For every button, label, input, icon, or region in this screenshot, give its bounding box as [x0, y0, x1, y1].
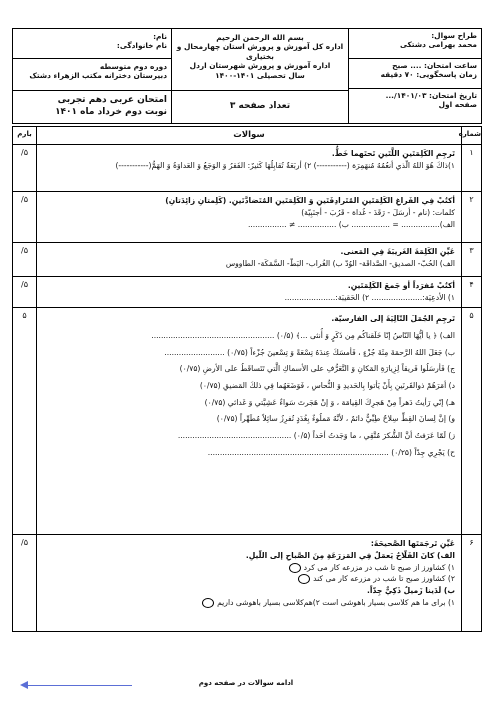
exam-time: ساعت امتحان: .... صبح — [392, 61, 477, 70]
question-score: /۵ — [13, 243, 37, 276]
question-line: كلمات: (نام - أرسَلَ - رَقَدَ - غُداة - قَرُبَ - أجنَبِيّة) — [301, 207, 455, 217]
exam-date: تاریخ امتحان: ۱۴۰۱/۰۳/... — [385, 91, 477, 100]
option-a1[interactable] — [43, 562, 455, 574]
header-right-column — [13, 29, 171, 123]
question-number: ۲ — [461, 192, 481, 242]
table-header-row — [13, 127, 481, 145]
designer-name: محمد بهرامی دشتکی — [400, 40, 477, 50]
provincial-office: اداره کل آموزش و پرورش استان چهارمحال و بختیاری — [176, 42, 344, 61]
arrow-left-icon — [22, 685, 132, 686]
question-line: الف)................ = ................ ب) ................ ≠ ................ — [247, 219, 455, 229]
question-row — [13, 277, 481, 308]
translation-line: الف) ﴿ يا أيُّهَا النّاسُ إنّا خَلَقناكُم مِن ذَكَرٍ وَ أُنثى ...﴾ (۰/۵) ................................................... — [151, 330, 455, 340]
column-header-number: شماره — [461, 127, 481, 144]
city-office: اداره آموزش و پرورش شهرستان اردل — [189, 61, 331, 71]
question-row — [13, 145, 481, 192]
question-title: أكتُبْ مُفرَداً أو جَمعَ الكَلِمَتَينِ. — [347, 281, 455, 291]
column-header-questions: سوالات — [233, 130, 265, 140]
question-body — [37, 192, 461, 242]
question-title: تَرجِمِ الجُمَلَ التّالِيَةَ إلى الفارسيّة. — [331, 314, 455, 324]
translation-line: ح) يَجْرِي جِدّاً (۰/۲۵) ........................................................................... — [207, 447, 455, 457]
name-label: نام: — [153, 32, 167, 41]
translation-line: هـ) إنّي رَأيتُ دَهراً مِنْ هَجرِكَ القِيامَة ، وَ إنْ هَجَرتَ سَواءٌ عَشِيَّتي وَ غَدائي (۰/۷۵) — [204, 397, 455, 407]
answer-bubble-icon[interactable] — [289, 563, 301, 573]
sentence-b: ب) لَدَينا زَميلٌ ذَكِيٌّ جِدّاً. — [366, 586, 455, 596]
column-header-score: بارم — [13, 127, 37, 144]
school-name: دبیرستان دخترانه مکتب الزهراء دشتک — [29, 71, 167, 81]
exam-header — [12, 28, 482, 124]
grade-label: دوره دوم متوسطه — [99, 62, 167, 71]
option-text: ۱) کشاورز از صبح تا شب در مزرعه کار می کرد — [303, 562, 455, 572]
option-text: ۱) برای ما هم کلاسی بسیار باهوشی است ۲)هم‌کلاسی بسیار باهوشی داریم — [217, 598, 455, 607]
question-score: /۵ — [13, 535, 37, 631]
organization-cell — [172, 29, 348, 91]
question-body — [37, 145, 461, 191]
school-year: سال تحصیلی ۱۴۰۱-۱۴۰۰ — [215, 70, 305, 80]
question-number: ۵ — [461, 308, 481, 534]
option-a2[interactable] — [43, 573, 455, 585]
question-body — [37, 308, 461, 534]
question-row — [13, 308, 481, 535]
question-score: ۵ — [13, 308, 37, 534]
translation-line: ب) جَعَلَ اللهُ الرَّحمَةَ مِئَةَ جُزْءٍ ، فَأمسَكَ عِندَهُ تِسْعَةً وَ تِسْعينَ جُزْءاً (۰/۷۵) ......................... — [164, 347, 455, 357]
page-number: صفحه اول — [438, 100, 477, 110]
school-cell — [13, 59, 171, 91]
question-title: تَرجِمِ الكَلِمَتَينِ اللَّتَينِ تَحتَهما خَطٌّ. — [331, 149, 455, 159]
question-number: ۶ — [461, 535, 481, 631]
question-row — [13, 243, 481, 277]
question-title: عَيِّنِ الكَلِمَةَ الغَريبَةَ فِي المَعنى. — [340, 247, 455, 257]
translation-line: ز) لَمّا عَرَفتُ أنَّ الشُّكرَ مُتَّقِي ، ما وَجَدتُ أحَداً (۰/۵) ............................................... — [177, 431, 455, 441]
family-label: نام خانوادگی: — [116, 41, 167, 51]
pages-count: تعداد صفحه ۳ — [229, 100, 291, 111]
answer-time: زمان پاسخگویی: ۷۰ دقیقه — [380, 70, 477, 80]
question-title: أكتُبْ فِي الفَراغِ الكَلِمَتَينِ المُتَرادِفَتَينِ وَ الكَلِمَتَينِ المُتَضادَّتَينِ. (كَلِمتانِ زائِدَتانِ) — [165, 196, 455, 206]
question-line: الف) الحُبّ- الصديق- الصَّداقَة- الوُدّ ب) الغُراب- البَطّ- السَّمَكَة- الطاووس — [225, 258, 455, 268]
question-row — [13, 535, 481, 631]
translation-line: و) إنَّ لِسانَ القِطِّ سِلاحٌ طِبِّيٌّ دائمٌ ، لأنَّهُ مَملُوءٌ بِغُدَدٍ تُفرِزُ سائِلاً مُطَهِّراً (۰/۷۵) — [216, 414, 455, 424]
question-body — [37, 535, 461, 631]
option-text: ۲) کشاورز صبح تا شب در مزرعه کار می کند — [313, 574, 455, 584]
translation-line: ج) فَأرسَلُوا فَريقاً لِزِيارَةِ المَكانِ وَ التَّعَرُّفِ على الأسماكِ الَّتي تَتَساقَطُ على الأرضِ (۰/۷۵) — [179, 364, 455, 374]
pages-count-cell — [172, 91, 348, 122]
question-body — [37, 243, 461, 276]
exam-title: امتحان عربی دهم تجربی — [57, 94, 167, 105]
question-body — [37, 277, 461, 307]
exam-session: نوبت دوم خرداد ماه ۱۴۰۱ — [55, 106, 167, 117]
continuation-note: ادامه سوالات در صفحه دوم — [198, 679, 294, 687]
sentence-a: الف) كانَ الفَلّاحُ يَعمَلُ فِي المَزرَعَةِ مِنَ الصَّباحِ إلى اللَّيلِ. — [245, 550, 455, 560]
question-line: ۱)ذاكَ هُوَ اللهُ الَّذي أنعُمُهُ مُنهَمِرَة (-----------) ۲) أربَعَةٌ تُقابِلُهَا كَثيرٌ: الفَقرُ وَ الوَجَعُ وَ العَداوَةُ وَ الهَمُّ(-----------) — [115, 160, 455, 170]
student-info-cell — [13, 29, 171, 59]
time-cell — [349, 59, 481, 89]
answer-bubble-icon[interactable] — [298, 574, 310, 584]
question-number: ۱ — [461, 145, 481, 191]
question-score: /۵ — [13, 145, 37, 191]
question-title: عَيِّنِ تَرجَمَتَها الصَّحيحَةَ: — [370, 539, 455, 549]
exam-title-cell — [13, 91, 171, 122]
designer-label: طراح سوال: — [431, 31, 477, 40]
bismillah: بسم الله الرحمن الرحیم — [216, 33, 304, 42]
questions-table — [12, 126, 482, 632]
option-b[interactable] — [43, 597, 455, 609]
header-left-column — [348, 29, 481, 123]
continuation-banner — [12, 679, 480, 692]
translation-line: د) أمَرَهُمْ ذوالقَرنَينِ بِأَنْ يَأتوا بِالحَديدِ وَ النُّحاسِ ، فَوَضَعَهُما فِي ذلكَ المَضيقِ (۰/۷۵) — [199, 380, 455, 390]
question-score: /۵ — [13, 277, 37, 307]
date-cell — [349, 89, 481, 119]
question-number: ۴ — [461, 277, 481, 307]
answer-bubble-icon[interactable] — [202, 598, 214, 608]
question-score: /۵ — [13, 192, 37, 242]
header-center-column — [171, 29, 348, 123]
question-number: ۳ — [461, 243, 481, 276]
designer-cell — [349, 29, 481, 59]
question-row — [13, 192, 481, 243]
question-line: ۱) الأدعِيَة:..................... ۲) الحَقيبَة:..................... — [284, 292, 455, 302]
continuation-footer — [12, 678, 480, 692]
